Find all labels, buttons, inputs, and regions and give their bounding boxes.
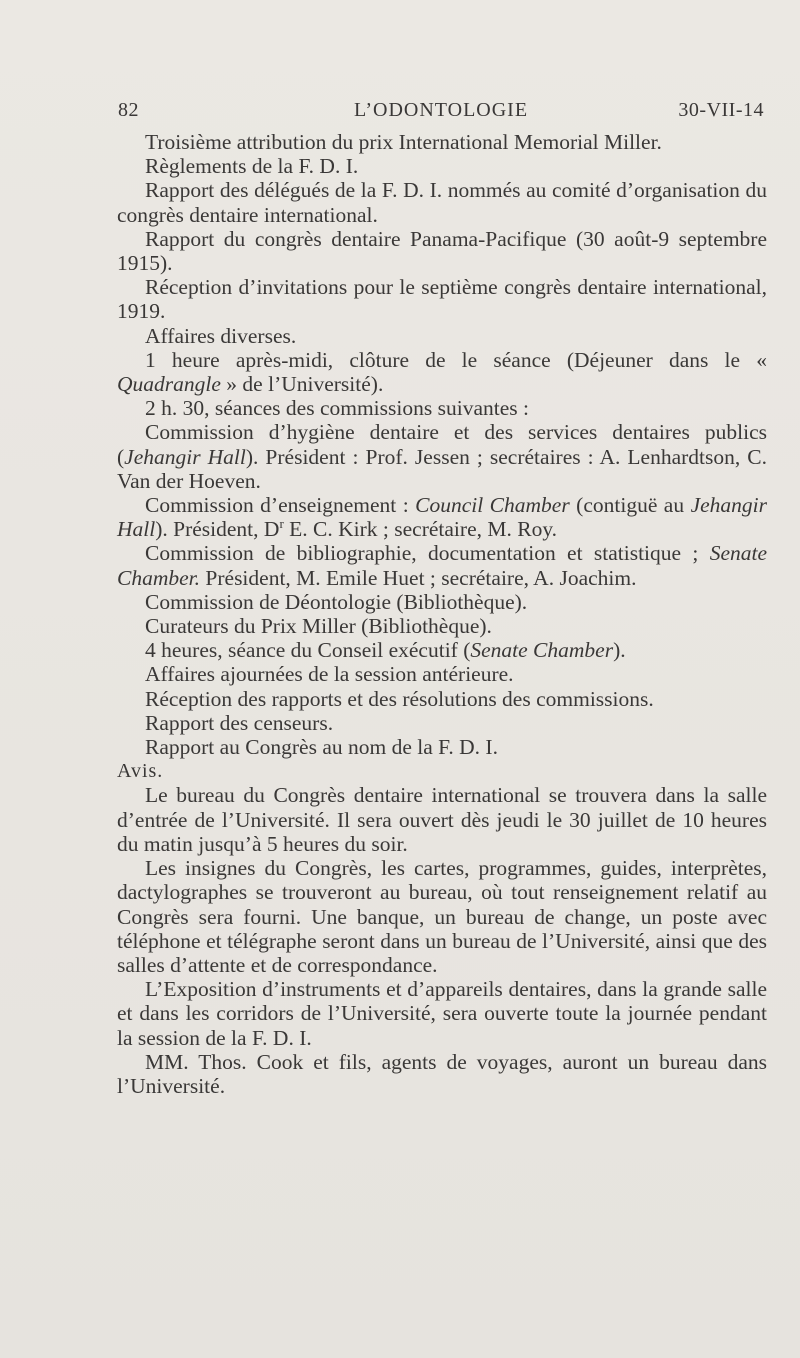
program-item: Rapport du congrès dentaire Panama-Pacifique (30 août-9 septembre 1915). (117, 226, 767, 276)
item-text: Commission d’hygiène dentaire et des services dentaires publics ( (117, 420, 767, 469)
item-text: Président, M. Emile Huet ; secrétaire, A. Joachim. (200, 565, 637, 590)
page-body (117, 130, 767, 1098)
notice-paragraph: L’Exposition d’instruments et d’appareils dentaires, dans la grande salle et dans les corridors de l’Université, sera ouverte toute la journée pendant la session de la F. D. I. (117, 977, 767, 1050)
notice-paragraph: Les insignes du Congrès, les cartes, programmes, guides, interprètes, dactylographes se trouveront au bureau, où tout renseignement relatif au Congrès sera fourni. Une banque, un bureau de change, un poste avec téléphone et télégraphe seront dans un bureau de l’Université, ainsi que des salles d’attente et de correspondance. (117, 856, 767, 977)
item-text: (contiguë au (569, 493, 691, 518)
running-title: L’ODONTOLOGIE (353, 99, 529, 121)
item-text: » de l’Université). (220, 372, 384, 397)
place-name: Senate Chamber. (117, 541, 767, 590)
issue-date: 30-VII-14 (678, 99, 764, 121)
program-item: Réception des rapports et des résolutions des commissions. (145, 686, 654, 711)
program-item: Réception d’invitations pour le septième congrès dentaire international, 1919. (117, 275, 767, 324)
superscript: r (279, 516, 284, 532)
place-name: Jehangir Hall (117, 493, 767, 542)
program-item: Commission de Déontologie (Bibliothèque). (145, 589, 528, 614)
item-text: Commission d’enseignement : (145, 493, 416, 518)
program-item (117, 638, 767, 662)
place-name: Quadrangle (117, 372, 221, 397)
notice-paragraph: Le bureau du Congrès dentaire international se trouvera dans la salle d’entrée de l’Université. Il sera ouvert dès jeudi le 30 juillet de 10 heures du matin jusqu’à 5 heures du soir. (117, 783, 767, 856)
notice-paragraph: MM. Thos. Cook et fils, agents de voyages, auront un bureau dans l’Université. (117, 1049, 767, 1098)
program-item: Rapport des délégués de la F. D. I. nommés au comité d’organisation du congrès dentaire international. (117, 178, 767, 227)
place-name: Jehangir Hall (124, 444, 246, 469)
program-item (117, 420, 767, 493)
item-text: 1 heure après-midi, clôture de le séance (Déjeuner dans le « (145, 347, 767, 372)
program-item: Affaires ajournées de la session antérieure. (145, 662, 514, 687)
page-number: 82 (118, 99, 139, 121)
section-title: Avis. (117, 760, 164, 783)
program-item: Rapport des censeurs. (145, 710, 334, 735)
program-item: Curateurs du Prix Miller (Bibliothèque). (145, 614, 492, 639)
item-text: E. C. Kirk ; secrétaire, M. Roy. (283, 517, 558, 542)
program-item: Affaires diverses. (145, 323, 297, 348)
running-header (118, 99, 764, 125)
program-item (117, 493, 767, 541)
item-text: Commission de bibliographie, documentation et statistique ; (145, 541, 710, 566)
item-text: ). (613, 638, 626, 663)
place-name: Council Chamber (415, 493, 570, 518)
program-item (117, 348, 767, 396)
program-item: Troisième attribution du prix International Memorial Miller. (145, 130, 662, 154)
place-name: Senate Chamber (470, 638, 614, 663)
program-item (117, 541, 767, 589)
program-item: 2 h. 30, séances des commissions suivantes : (145, 396, 529, 421)
item-text: 4 heures, séance du Conseil exécutif ( (145, 638, 471, 663)
item-text: ). Président : Prof. Jessen ; secrétaires : A. Lenhardtson, C. Van der Hoeven. (117, 444, 767, 493)
program-item: Règlements de la F. D. I. (145, 154, 359, 179)
item-text: ). Président, D (155, 517, 280, 542)
program-item: Rapport au Congrès au nom de la F. D. I. (145, 735, 498, 760)
